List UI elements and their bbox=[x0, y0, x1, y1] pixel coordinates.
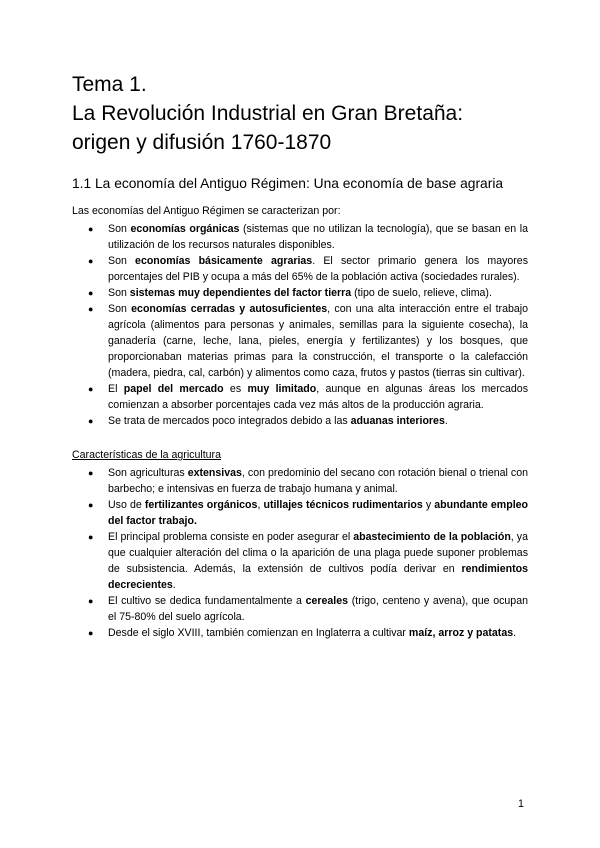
list-item bbox=[72, 301, 528, 381]
text-run: . bbox=[444, 415, 448, 427]
intro-paragraph: Las economías del Antiguo Régimen se caracterizan por: bbox=[72, 205, 341, 217]
text-run: . bbox=[513, 627, 517, 639]
text-run: Son bbox=[108, 255, 136, 267]
text-run: Son bbox=[108, 223, 131, 235]
bold-text: fertilizantes orgánicos bbox=[144, 499, 258, 511]
text-run: , con una alta interacción entre el trabajo agrícola (alimentos para personas y animales, semillas para la siguiente cosecha), la ganadería (carne, leche, lana, pieles, energía y fertilizantes) y los bosques, que proporcionaban materias primas para la construcción, el transporte o la calefacción (madera, piedra, cal, carbón) y alimentos como caza, frutos y pastos (tierras sin cultivar). bbox=[108, 303, 528, 379]
subheading-agriculture: Características de la agricultura bbox=[72, 449, 221, 461]
bold-text: aduanas interiores bbox=[350, 415, 445, 427]
text-run: , bbox=[257, 499, 264, 511]
bullet-icon: ● bbox=[88, 288, 94, 298]
text-run: Son bbox=[108, 303, 132, 315]
list-item bbox=[72, 221, 528, 253]
title-line-1: Tema 1. bbox=[72, 73, 147, 96]
bold-text: cereales bbox=[305, 595, 349, 607]
bold-text: abastecimiento de la población bbox=[353, 531, 511, 543]
economy-bullet-list bbox=[72, 221, 528, 429]
list-item bbox=[72, 465, 528, 497]
bullet-icon: ● bbox=[88, 532, 94, 542]
bold-text: economías básicamente agrarias bbox=[135, 255, 313, 267]
title-line-3: origen y difusión 1760-1870 bbox=[72, 131, 332, 154]
text-run: , aunque en algunas áreas los mercados comienzan a absorber porcentajes cada vez más altos de la producción agraria. bbox=[108, 383, 528, 411]
title-line-2: La Revolución Industrial en Gran Bretaña: bbox=[72, 102, 464, 125]
text-run: . El sector primario genera los mayores porcentajes del PIB y ocupa a más del 65% de la población activa (sociedades rurales). bbox=[108, 255, 528, 283]
text-run: es bbox=[223, 383, 248, 395]
text-run: Uso de bbox=[108, 499, 145, 511]
bullet-icon: ● bbox=[88, 596, 94, 606]
list-item bbox=[72, 625, 528, 641]
text-run: El principal problema consiste en poder asegurar el bbox=[108, 531, 354, 543]
text-run: , con predominio del secano con rotación bienal o trienal con barbecho; e intensivas en fuerza de trabajo humana y animal. bbox=[108, 467, 528, 495]
bullet-icon: ● bbox=[88, 256, 94, 266]
bold-text: papel del mercado bbox=[123, 383, 224, 395]
text-run: Son agriculturas bbox=[108, 467, 188, 479]
text-run: (tipo de suelo, relieve, clima). bbox=[351, 287, 492, 299]
section-heading: 1.1 La economía del Antiguo Régimen: Una economía de base agraria bbox=[72, 176, 504, 191]
text-run: Desde el siglo XVIII, también comienzan en Inglaterra a cultivar bbox=[108, 627, 409, 639]
bold-text: rendimientos decrecientes bbox=[108, 563, 528, 591]
list-item bbox=[72, 593, 528, 625]
text-run: El bbox=[108, 383, 124, 395]
text-run: Se trata de mercados poco integrados debido a las bbox=[108, 415, 351, 427]
bullet-icon: ● bbox=[88, 304, 94, 314]
list-item bbox=[72, 253, 528, 285]
document-page bbox=[72, 70, 528, 641]
list-item bbox=[72, 529, 528, 593]
text-run: . bbox=[172, 579, 176, 591]
text-run: (trigo, centeno y avena), que ocupan el 75-80% del suelo agrícola. bbox=[108, 595, 528, 623]
bold-text: muy limitado bbox=[247, 383, 317, 395]
bold-text: extensivas bbox=[187, 467, 242, 479]
text-run: , ya que cualquier alteración del clima o la aparición de una plaga puede suponer problemas de subsistencia. Además, la extensión de cultivos podía derivar en bbox=[108, 531, 528, 575]
bullet-icon: ● bbox=[88, 468, 94, 478]
bullet-icon: ● bbox=[88, 384, 94, 394]
list-item bbox=[72, 285, 528, 301]
text-run: y bbox=[422, 499, 435, 511]
text-run: El cultivo se dedica fundamentalmente a bbox=[108, 595, 306, 607]
bullet-icon: ● bbox=[88, 416, 94, 426]
bold-text: abundante empleo del factor trabajo. bbox=[108, 499, 528, 527]
list-item bbox=[72, 497, 528, 529]
text-run: (sistemas que no utilizan la tecnología), que se basan en la utilización de los recursos naturales disponibles. bbox=[108, 223, 528, 251]
text-run: Son bbox=[108, 287, 130, 299]
document-title bbox=[72, 70, 528, 157]
bullet-icon: ● bbox=[88, 224, 94, 234]
bold-text: sistemas muy dependientes del factor tierra bbox=[129, 287, 352, 299]
agriculture-bullet-list bbox=[72, 465, 528, 641]
bold-text: economías cerradas y autosuficientes bbox=[131, 303, 328, 315]
list-item bbox=[72, 413, 528, 429]
bullet-icon: ● bbox=[88, 628, 94, 638]
bold-text: economías orgánicas bbox=[130, 223, 240, 235]
page-number: 1 bbox=[518, 798, 524, 810]
bullet-icon: ● bbox=[88, 500, 94, 510]
bold-text: maíz, arroz y patatas bbox=[408, 627, 514, 639]
bold-text: utillajes técnicos rudimentarios bbox=[263, 499, 423, 511]
list-item bbox=[72, 381, 528, 413]
